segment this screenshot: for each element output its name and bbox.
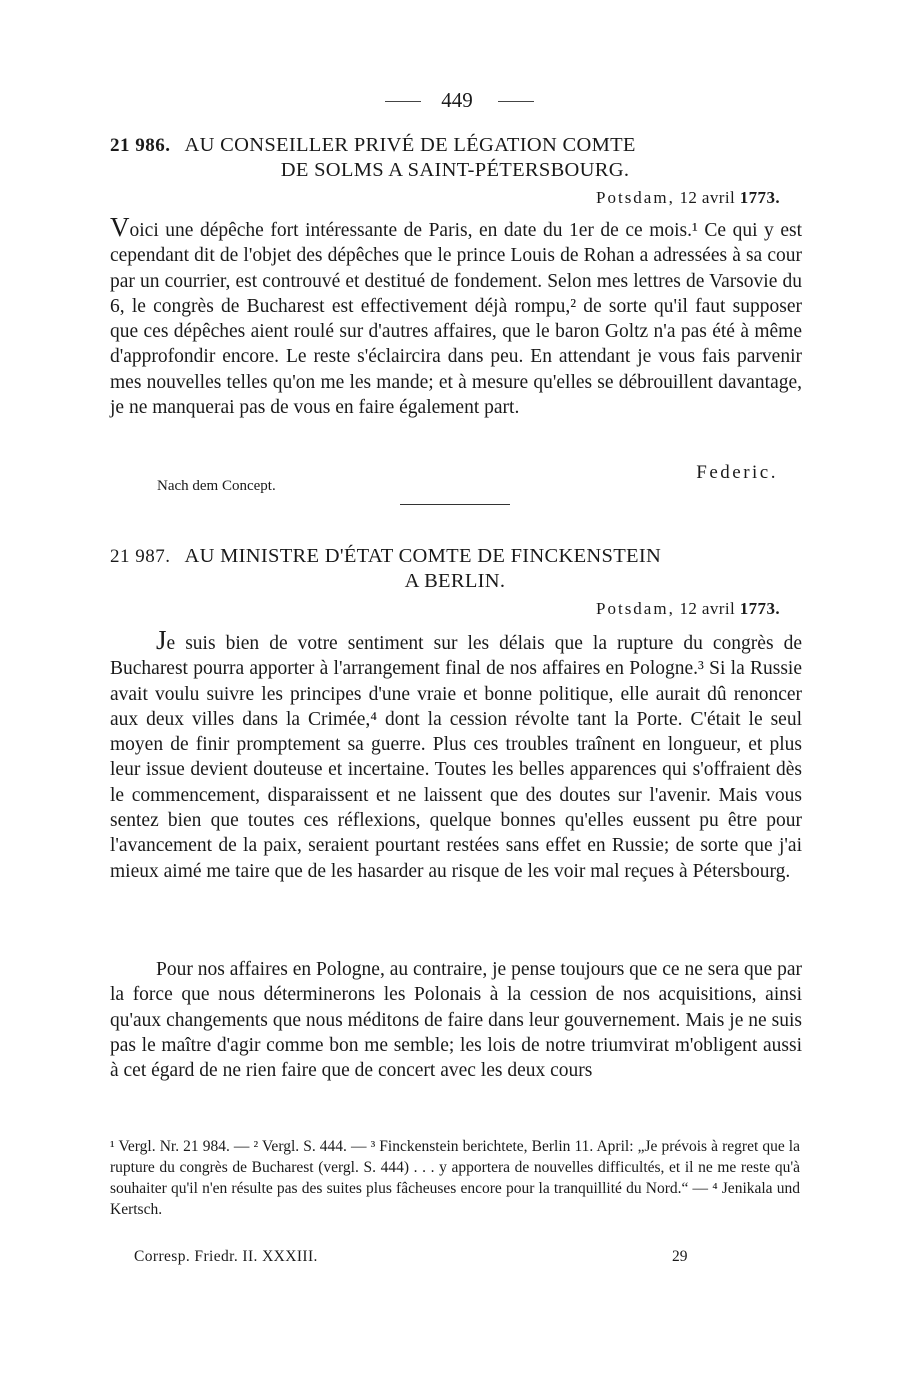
- letter-1-dateline: [596, 188, 780, 208]
- letter-2-dateline: [596, 599, 780, 619]
- letter-2-heading: [110, 544, 800, 593]
- letter-2-year: 1773.: [739, 599, 780, 618]
- letter-2-initial: J: [156, 625, 167, 655]
- page-number: 449: [441, 88, 473, 112]
- footer-source: Corresp. Friedr. II. XXXIII.: [134, 1248, 318, 1265]
- section-divider: [400, 504, 510, 505]
- letter-1-initial: V: [110, 212, 130, 242]
- letter-2-place: Potsdam,: [596, 599, 675, 618]
- letter-1-source-note: Nach dem Concept.: [157, 478, 276, 494]
- letter-2-paragraph-1: [110, 627, 802, 884]
- letter-1-number: 21 986.: [110, 135, 171, 156]
- letter-1-body-text: oici une dépêche fort intéressante de Paris, en date du 1er de ce mois.¹ Ce qui y est cependant dit de l'objet des dépêches que le prince Louis de Rohan a adressées à sa cour par un courrier, est controuvé et destitué de fondement. Selon mes lettres de Varsovie du 6, le congrès de Bucharest est effectivement déjà rompu,² de sorte qu'il faut supposer que ces dépêches aient roulé sur d'autres affaires, que le baron Goltz n'a pas été à même d'approfondir encore. Le reste s'éclaircira dans peu. En attendant je vous fais parvenir mes nouvelles telles qu'on me les mande; et à mesure qu'elles se débrouillent davantage, je ne manquerai pas de vous en faire également part.: [110, 220, 802, 419]
- letter-2-paragraph-1-text: e suis bien de votre sentiment sur les délais que la rupture du congrès de Bucharest pourra apporter à l'arrangement final de nos affaires en Pologne.³ Si la Russie avait voulu suivre les principes d'une vraie et bonne politique, elle aurait dû renoncer aux deux villes dans la Crimée,⁴ dont la cession révolte tant la Porte. C'était le seul moyen de finir promptement sa guerre. Plus ces troubles traînent en longueur, et plus leur issue devient douteuse et incertaine. Toutes les belles apparences qui s'offraient dès le commencement, disparaissent et ne laissent que des doutes sur l'avenir. Mais vous sentez bien que toutes ces réflexions, quelque bonnes qu'elles eussent pu être pour l'avancement de la paix, seraient pourtant restées sans effet en Russie; de sorte que j'ai mieux aimé me taire que de les hasarder au risque de les voir mal reçues à Pétersbourg.: [110, 633, 802, 882]
- letter-2-title-line1: AU MINISTRE D'ÉTAT COMTE DE FINCKENSTEIN: [184, 545, 662, 567]
- letter-1-year: 1773.: [739, 188, 780, 207]
- letter-2-paragraph-2: Pour nos affaires en Pologne, au contraire, je pense toujours que ce ne sera que par la force que nous déterminerons les Polonais à la cession de nos acquisitions, ainsi qu'aux changements que nous méditons de faire dans leur gouvernement. Mais je ne suis pas le maître d'agir comme bon me semble; les lois de notre triumvirat m'obligent aussi à cet égard de ne rien faire que de concert avec les deux cours: [110, 959, 802, 1082]
- letter-1-heading: [110, 133, 800, 182]
- letter-1-title-line1: AU CONSEILLER PRIVÉ DE LÉGATION COMTE: [184, 134, 636, 156]
- header-dash-left: [385, 101, 421, 102]
- letter-2-date: 12 avril: [679, 599, 736, 618]
- letter-1-signature: Federic.: [696, 462, 778, 483]
- footer-signature-number: 29: [672, 1248, 688, 1265]
- footnotes: ¹ Vergl. Nr. 21 984. — ² Vergl. S. 444. — ³ Finckenstein berichtete, Berlin 11. April: „Je prévois à regret que la rupture du congrès de Bucharest (vergl. S. 444) . . . y apportera de nouvelles difficultés, et il ne me reste qu'à souhaiter qu'il n'en résulte pas des suites plus fâcheuses encore pour la tranquillité du Nord.“ — ⁴ Jenikala und Kertsch.: [110, 1138, 800, 1218]
- letter-1-place: Potsdam,: [596, 188, 675, 207]
- letter-2-title-line2: A BERLIN.: [404, 570, 506, 592]
- letter-1-body: [110, 214, 802, 420]
- letter-1-date: 12 avril: [679, 188, 736, 207]
- letter-1-title-line2: DE SOLMS A SAINT-PÉTERSBOURG.: [280, 159, 630, 181]
- letter-2-number: 21 987.: [110, 546, 171, 567]
- page-header: [0, 88, 900, 116]
- header-dash-right: [498, 101, 534, 102]
